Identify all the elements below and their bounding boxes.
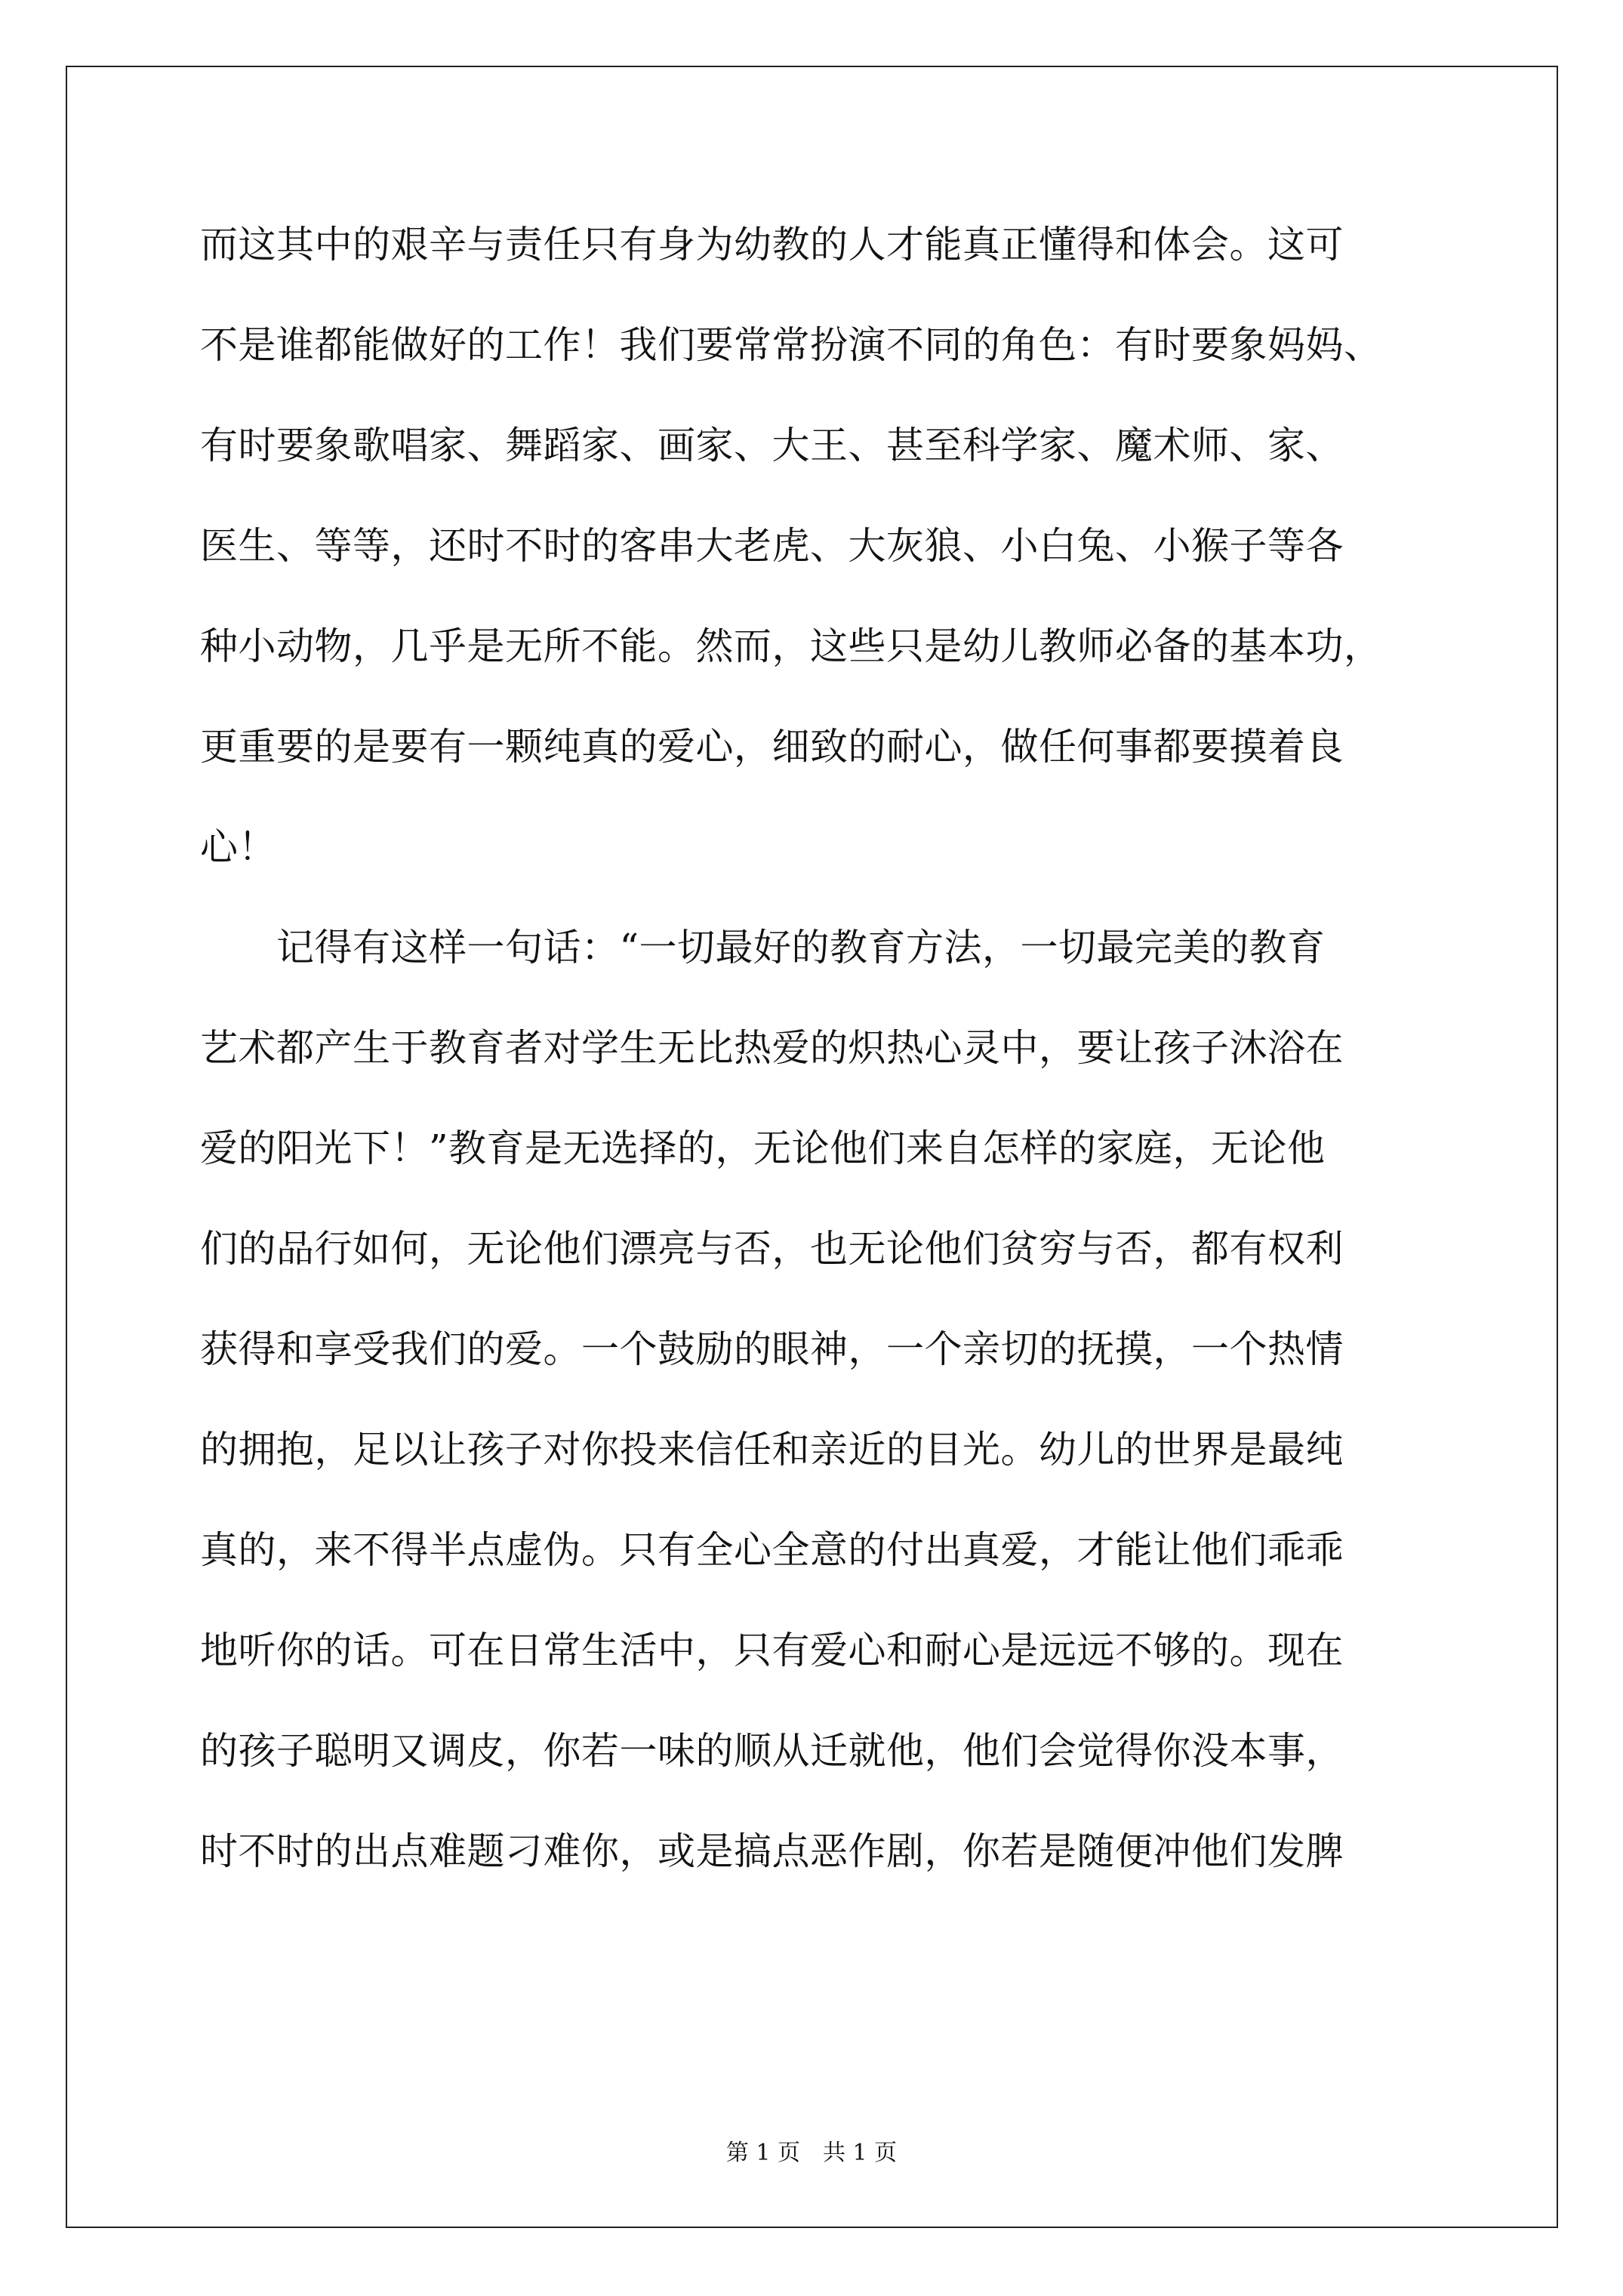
- text-line: 真的，来不得半点虚伪。只有全心全意的付出真爱，才能让他们乖乖: [200, 1528, 1344, 1572]
- text-line: 爱的阳光下！”教育是无选择的，无论他们来自怎样的家庭，无论他: [200, 1126, 1326, 1170]
- text-line: 心！: [200, 825, 276, 869]
- page-footer: [0, 2138, 1623, 2168]
- text-line: 们的品行如何，无论他们漂亮与否，也无论他们贫穷与否，都有权利: [200, 1227, 1344, 1271]
- text-line: 的拥抱，足以让孩子对你投来信任和亲近的目光。幼儿的世界是最纯: [200, 1428, 1344, 1472]
- document-body: [200, 195, 1438, 1902]
- text-line: 记得有这样一句话：“一切最好的教育方法，一切最完美的教育: [200, 926, 1326, 969]
- text-line: 不是谁都能做好的工作！我们要常常扮演不同的角色：有时要象妈妈、: [200, 323, 1382, 367]
- text-line: 而这其中的艰辛与责任只有身为幼教的人才能真正懂得和体会。这可: [200, 223, 1344, 267]
- text-line: 地听你的话。可在日常生活中，只有爱心和耐心是远远不够的。现在: [200, 1629, 1344, 1672]
- text-line: 时不时的出点难题刁难你，或是搞点恶作剧，你若是随便冲他们发脾: [200, 1829, 1344, 1873]
- text-line: 艺术都产生于教育者对学生无比热爱的炽热心灵中，要让孩子沐浴在: [200, 1026, 1344, 1070]
- text-line: 种小动物，几乎是无所不能。然而，这些只是幼儿教师必备的基本功，: [200, 624, 1382, 668]
- text-line: 的孩子聪明又调皮，你若一味的顺从迁就他，他们会觉得你没本事，: [200, 1729, 1344, 1773]
- text-line: 医生、等等，还时不时的客串大老虎、大灰狼、小白兔、小猴子等各: [200, 524, 1344, 568]
- page-number-label: 第 1 页 共 1 页: [725, 2140, 898, 2166]
- text-line: 有时要象歌唱家、舞蹈家、画家、大王、甚至科学家、魔术师、家、: [200, 424, 1344, 467]
- text-line: 更重要的是要有一颗纯真的爱心，细致的耐心，做任何事都要摸着良: [200, 725, 1344, 769]
- text-line: 获得和享受我们的爱。一个鼓励的眼神，一个亲切的抚摸，一个热情: [200, 1327, 1344, 1371]
